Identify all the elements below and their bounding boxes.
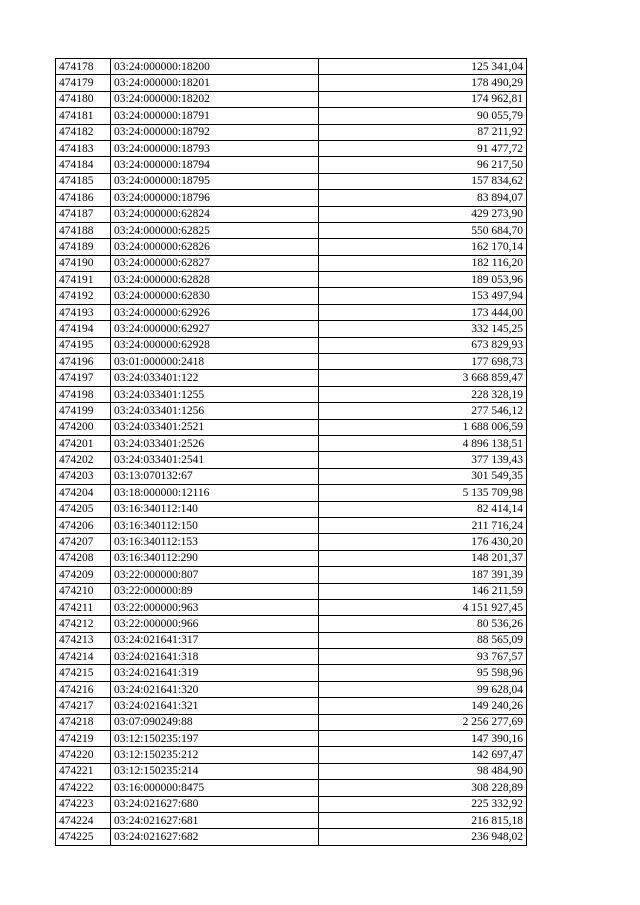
table-row bbox=[56, 485, 527, 501]
table-row bbox=[56, 190, 527, 206]
row-number-cell: 474195 bbox=[56, 337, 111, 353]
row-number-cell: 474214 bbox=[56, 649, 111, 665]
cadastral-value-cell: 91 477,72 bbox=[319, 140, 527, 156]
cadastral-value-cell: 157 834,62 bbox=[319, 173, 527, 189]
table-row bbox=[56, 665, 527, 681]
cadastral-number-cell: 03:16:000000:8475 bbox=[111, 780, 319, 796]
cadastral-number-cell: 03:24:000000:62825 bbox=[111, 222, 319, 238]
cadastral-value-cell: 99 628,04 bbox=[319, 681, 527, 697]
table-row bbox=[56, 91, 527, 107]
cadastral-number-cell: 03:24:033401:2541 bbox=[111, 452, 319, 468]
cadastral-value-table bbox=[55, 58, 527, 846]
cadastral-value-cell: 228 328,19 bbox=[319, 386, 527, 402]
row-number-cell: 474206 bbox=[56, 517, 111, 533]
table-row bbox=[56, 435, 527, 451]
row-number-cell: 474218 bbox=[56, 714, 111, 730]
table-row bbox=[56, 452, 527, 468]
cadastral-number-cell: 03:22:000000:966 bbox=[111, 616, 319, 632]
cadastral-number-cell: 03:24:021641:318 bbox=[111, 649, 319, 665]
row-number-cell: 474202 bbox=[56, 452, 111, 468]
row-number-cell: 474204 bbox=[56, 485, 111, 501]
cadastral-value-cell: 178 490,29 bbox=[319, 75, 527, 91]
row-number-cell: 474191 bbox=[56, 272, 111, 288]
row-number-cell: 474194 bbox=[56, 321, 111, 337]
table-row bbox=[56, 599, 527, 615]
row-number-cell: 474183 bbox=[56, 140, 111, 156]
table-row bbox=[56, 140, 527, 156]
cadastral-value-cell: 95 598,96 bbox=[319, 665, 527, 681]
row-number-cell: 474196 bbox=[56, 354, 111, 370]
table-row bbox=[56, 403, 527, 419]
cadastral-number-cell: 03:24:000000:62828 bbox=[111, 272, 319, 288]
cadastral-value-cell: 142 697,47 bbox=[319, 747, 527, 763]
cadastral-value-cell: 153 497,94 bbox=[319, 288, 527, 304]
cadastral-number-cell: 03:24:033401:122 bbox=[111, 370, 319, 386]
cadastral-number-cell: 03:24:000000:18201 bbox=[111, 75, 319, 91]
cadastral-number-cell: 03:24:000000:18202 bbox=[111, 91, 319, 107]
table-row bbox=[56, 747, 527, 763]
row-number-cell: 474213 bbox=[56, 632, 111, 648]
cadastral-number-cell: 03:24:021627:680 bbox=[111, 796, 319, 812]
cadastral-number-cell: 03:24:021627:681 bbox=[111, 812, 319, 828]
row-number-cell: 474210 bbox=[56, 583, 111, 599]
cadastral-number-cell: 03:07:090249:88 bbox=[111, 714, 319, 730]
cadastral-number-cell: 03:24:000000:62826 bbox=[111, 239, 319, 255]
cadastral-number-cell: 03:24:021627:682 bbox=[111, 829, 319, 845]
cadastral-number-cell: 03:16:340112:290 bbox=[111, 550, 319, 566]
table-row bbox=[56, 812, 527, 828]
row-number-cell: 474200 bbox=[56, 419, 111, 435]
table-row bbox=[56, 255, 527, 271]
cadastral-number-cell: 03:12:150235:214 bbox=[111, 763, 319, 779]
table-row bbox=[56, 386, 527, 402]
row-number-cell: 474188 bbox=[56, 222, 111, 238]
cadastral-number-cell: 03:22:000000:89 bbox=[111, 583, 319, 599]
table-row bbox=[56, 59, 527, 75]
cadastral-number-cell: 03:24:033401:1255 bbox=[111, 386, 319, 402]
row-number-cell: 474186 bbox=[56, 190, 111, 206]
row-number-cell: 474185 bbox=[56, 173, 111, 189]
cadastral-number-cell: 03:24:000000:18791 bbox=[111, 108, 319, 124]
table-row bbox=[56, 206, 527, 222]
cadastral-number-cell: 03:18:000000:12116 bbox=[111, 485, 319, 501]
row-number-cell: 474203 bbox=[56, 468, 111, 484]
row-number-cell: 474222 bbox=[56, 780, 111, 796]
table-row bbox=[56, 763, 527, 779]
cadastral-number-cell: 03:24:033401:2521 bbox=[111, 419, 319, 435]
cadastral-number-cell: 03:22:000000:807 bbox=[111, 567, 319, 583]
cadastral-number-cell: 03:16:340112:140 bbox=[111, 501, 319, 517]
table-row bbox=[56, 567, 527, 583]
row-number-cell: 474187 bbox=[56, 206, 111, 222]
cadastral-value-cell: 90 055,79 bbox=[319, 108, 527, 124]
cadastral-value-cell: 211 716,24 bbox=[319, 517, 527, 533]
cadastral-value-cell: 301 549,35 bbox=[319, 468, 527, 484]
row-number-cell: 474184 bbox=[56, 157, 111, 173]
table-row bbox=[56, 337, 527, 353]
table-row bbox=[56, 632, 527, 648]
table-row bbox=[56, 370, 527, 386]
cadastral-number-cell: 03:24:021641:321 bbox=[111, 698, 319, 714]
row-number-cell: 474201 bbox=[56, 435, 111, 451]
cadastral-number-cell: 03:16:340112:150 bbox=[111, 517, 319, 533]
cadastral-value-cell: 182 116,20 bbox=[319, 255, 527, 271]
row-number-cell: 474225 bbox=[56, 829, 111, 845]
cadastral-value-cell: 2 256 277,69 bbox=[319, 714, 527, 730]
cadastral-value-cell: 225 332,92 bbox=[319, 796, 527, 812]
row-number-cell: 474207 bbox=[56, 534, 111, 550]
row-number-cell: 474212 bbox=[56, 616, 111, 632]
cadastral-value-cell: 173 444,00 bbox=[319, 304, 527, 320]
row-number-cell: 474181 bbox=[56, 108, 111, 124]
cadastral-value-cell: 82 414,14 bbox=[319, 501, 527, 517]
row-number-cell: 474211 bbox=[56, 599, 111, 615]
cadastral-value-cell: 149 240,26 bbox=[319, 698, 527, 714]
table-row bbox=[56, 780, 527, 796]
cadastral-value-cell: 98 484,90 bbox=[319, 763, 527, 779]
row-number-cell: 474199 bbox=[56, 403, 111, 419]
table-row bbox=[56, 173, 527, 189]
table-row bbox=[56, 468, 527, 484]
cadastral-value-cell: 673 829,93 bbox=[319, 337, 527, 353]
table-row bbox=[56, 75, 527, 91]
table-row bbox=[56, 731, 527, 747]
row-number-cell: 474197 bbox=[56, 370, 111, 386]
table-row bbox=[56, 714, 527, 730]
cadastral-number-cell: 03:24:000000:18796 bbox=[111, 190, 319, 206]
cadastral-number-cell: 03:24:000000:62827 bbox=[111, 255, 319, 271]
row-number-cell: 474217 bbox=[56, 698, 111, 714]
table-row bbox=[56, 583, 527, 599]
row-number-cell: 474189 bbox=[56, 239, 111, 255]
cadastral-number-cell: 03:24:000000:62824 bbox=[111, 206, 319, 222]
cadastral-value-cell: 162 170,14 bbox=[319, 239, 527, 255]
cadastral-number-cell: 03:01:000000:2418 bbox=[111, 354, 319, 370]
cadastral-number-cell: 03:22:000000:963 bbox=[111, 599, 319, 615]
table-row bbox=[56, 681, 527, 697]
table-row bbox=[56, 321, 527, 337]
row-number-cell: 474223 bbox=[56, 796, 111, 812]
table-row bbox=[56, 124, 527, 140]
table-row bbox=[56, 222, 527, 238]
cadastral-value-cell: 148 201,37 bbox=[319, 550, 527, 566]
row-number-cell: 474192 bbox=[56, 288, 111, 304]
cadastral-value-cell: 277 546,12 bbox=[319, 403, 527, 419]
row-number-cell: 474178 bbox=[56, 59, 111, 75]
cadastral-number-cell: 03:24:000000:62926 bbox=[111, 304, 319, 320]
row-number-cell: 474220 bbox=[56, 747, 111, 763]
cadastral-value-cell: 177 698,73 bbox=[319, 354, 527, 370]
row-number-cell: 474221 bbox=[56, 763, 111, 779]
cadastral-number-cell: 03:24:000000:62830 bbox=[111, 288, 319, 304]
row-number-cell: 474180 bbox=[56, 91, 111, 107]
cadastral-number-cell: 03:24:000000:18795 bbox=[111, 173, 319, 189]
table-row bbox=[56, 517, 527, 533]
table-row bbox=[56, 534, 527, 550]
row-number-cell: 474205 bbox=[56, 501, 111, 517]
row-number-cell: 474219 bbox=[56, 731, 111, 747]
row-number-cell: 474209 bbox=[56, 567, 111, 583]
cadastral-number-cell: 03:24:000000:62928 bbox=[111, 337, 319, 353]
row-number-cell: 474193 bbox=[56, 304, 111, 320]
cadastral-value-cell: 189 053,96 bbox=[319, 272, 527, 288]
row-number-cell: 474215 bbox=[56, 665, 111, 681]
cadastral-value-cell: 87 211,92 bbox=[319, 124, 527, 140]
cadastral-number-cell: 03:24:000000:18793 bbox=[111, 140, 319, 156]
table-row bbox=[56, 649, 527, 665]
table-body bbox=[56, 59, 527, 846]
cadastral-number-cell: 03:24:021641:319 bbox=[111, 665, 319, 681]
cadastral-value-cell: 429 273,90 bbox=[319, 206, 527, 222]
cadastral-value-cell: 5 135 709,98 bbox=[319, 485, 527, 501]
row-number-cell: 474190 bbox=[56, 255, 111, 271]
cadastral-value-cell: 88 565,09 bbox=[319, 632, 527, 648]
table-row bbox=[56, 616, 527, 632]
table-row bbox=[56, 239, 527, 255]
cadastral-number-cell: 03:24:000000:18794 bbox=[111, 157, 319, 173]
cadastral-value-cell: 236 948,02 bbox=[319, 829, 527, 845]
cadastral-value-cell: 93 767,57 bbox=[319, 649, 527, 665]
cadastral-value-cell: 83 894,07 bbox=[319, 190, 527, 206]
cadastral-value-cell: 80 536,26 bbox=[319, 616, 527, 632]
row-number-cell: 474224 bbox=[56, 812, 111, 828]
cadastral-value-cell: 187 391,39 bbox=[319, 567, 527, 583]
cadastral-number-cell: 03:24:033401:2526 bbox=[111, 435, 319, 451]
cadastral-value-cell: 4 896 138,51 bbox=[319, 435, 527, 451]
cadastral-number-cell: 03:12:150235:197 bbox=[111, 731, 319, 747]
table-row bbox=[56, 108, 527, 124]
table-row bbox=[56, 304, 527, 320]
table-row bbox=[56, 796, 527, 812]
row-number-cell: 474182 bbox=[56, 124, 111, 140]
table-row bbox=[56, 550, 527, 566]
table-row bbox=[56, 501, 527, 517]
cadastral-value-cell: 174 962,81 bbox=[319, 91, 527, 107]
cadastral-value-cell: 96 217,50 bbox=[319, 157, 527, 173]
cadastral-value-cell: 216 815,18 bbox=[319, 812, 527, 828]
cadastral-number-cell: 03:12:150235:212 bbox=[111, 747, 319, 763]
cadastral-value-cell: 146 211,59 bbox=[319, 583, 527, 599]
cadastral-value-cell: 332 145,25 bbox=[319, 321, 527, 337]
table-row bbox=[56, 272, 527, 288]
row-number-cell: 474216 bbox=[56, 681, 111, 697]
cadastral-value-cell: 308 228,89 bbox=[319, 780, 527, 796]
cadastral-value-cell: 3 668 859,47 bbox=[319, 370, 527, 386]
cadastral-value-cell: 125 341,04 bbox=[319, 59, 527, 75]
cadastral-value-cell: 4 151 927,45 bbox=[319, 599, 527, 615]
table-row bbox=[56, 829, 527, 845]
cadastral-value-cell: 377 139,43 bbox=[319, 452, 527, 468]
row-number-cell: 474179 bbox=[56, 75, 111, 91]
table-row bbox=[56, 419, 527, 435]
table-row bbox=[56, 354, 527, 370]
table-row bbox=[56, 698, 527, 714]
table-row bbox=[56, 157, 527, 173]
cadastral-value-cell: 147 390,16 bbox=[319, 731, 527, 747]
cadastral-number-cell: 03:13:070132:67 bbox=[111, 468, 319, 484]
row-number-cell: 474208 bbox=[56, 550, 111, 566]
cadastral-number-cell: 03:24:000000:18200 bbox=[111, 59, 319, 75]
cadastral-number-cell: 03:24:000000:62927 bbox=[111, 321, 319, 337]
cadastral-number-cell: 03:24:021641:320 bbox=[111, 681, 319, 697]
cadastral-number-cell: 03:24:021641:317 bbox=[111, 632, 319, 648]
cadastral-number-cell: 03:24:000000:18792 bbox=[111, 124, 319, 140]
row-number-cell: 474198 bbox=[56, 386, 111, 402]
cadastral-number-cell: 03:16:340112:153 bbox=[111, 534, 319, 550]
table-row bbox=[56, 288, 527, 304]
cadastral-number-cell: 03:24:033401:1256 bbox=[111, 403, 319, 419]
cadastral-value-cell: 176 430,20 bbox=[319, 534, 527, 550]
cadastral-value-cell: 1 688 006,59 bbox=[319, 419, 527, 435]
cadastral-value-cell: 550 684,70 bbox=[319, 222, 527, 238]
